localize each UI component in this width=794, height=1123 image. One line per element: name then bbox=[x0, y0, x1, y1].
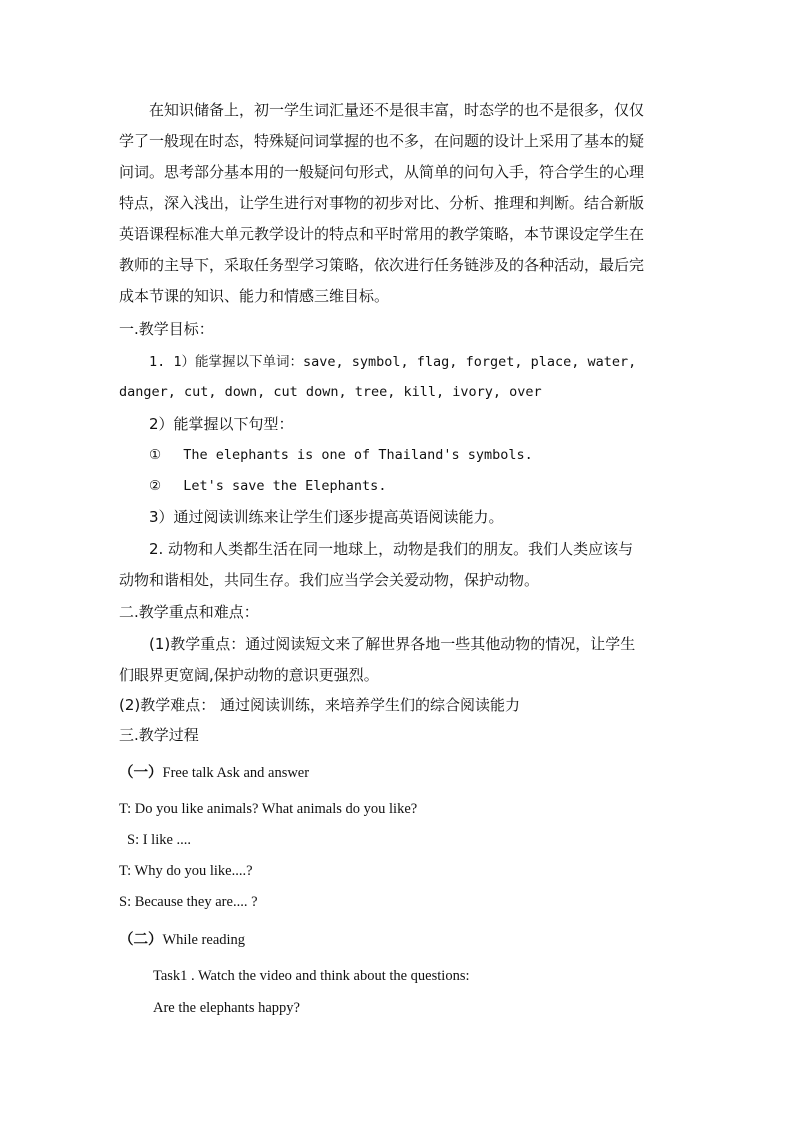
objective2-line-1: 2. 动物和人类都生活在同一地球上，动物是我们的朋友。我们人类应该与 bbox=[149, 540, 634, 558]
sentence-1-text: The elephants is one of Thailand's symbols. bbox=[183, 447, 533, 463]
intro-line-6: 教师的主导下，采取任务型学习策略，依次进行任务链涉及的各种活动，最后完 bbox=[119, 256, 645, 274]
intro-line-7: 成本节课的知识、能力和情感三维目标。 bbox=[119, 287, 390, 305]
section1-heading: 一.教学目标： bbox=[119, 320, 214, 338]
intro-line-5: 英语课程标准大单元教学设计的特点和平时常用的教学策略，本节课设定学生在 bbox=[119, 225, 645, 243]
focus-line-2: 们眼界更宽阔,保护动物的意识更强烈。 bbox=[119, 666, 379, 684]
difficulty-line: (2)教学难点： 通过阅读训练，来培养学生们的综合阅读能力 bbox=[119, 696, 521, 714]
objective2-line-2: 动物和谐相处，共同生存。我们应当学会关爱动物，保护动物。 bbox=[119, 571, 540, 589]
dialogue-line-4: S: Because they are.... ? bbox=[119, 894, 258, 910]
sentence-1-marker: ① bbox=[149, 447, 162, 463]
intro-line-4: 特点，深入浅出，让学生进行对事物的初步对比、分析、推理和判断。结合新版 bbox=[119, 194, 645, 212]
sentence-2-marker: ② bbox=[149, 478, 162, 494]
objective1-sub3: 3）通过阅读训练来让学生们逐步提高英语阅读能力。 bbox=[149, 508, 504, 526]
dialogue-line-1: T: Do you like animals? What animals do you like? bbox=[119, 801, 418, 817]
sentence-1 bbox=[149, 440, 675, 470]
part2-marker: （二） bbox=[119, 932, 163, 948]
part1-title: Free talk Ask and answer bbox=[162, 765, 310, 781]
objective1-sub2: 2）能掌握以下句型： bbox=[149, 415, 294, 433]
intro-line-3: 问词。思考部分基本用的一般疑问句形式，从简单的问句入手，符合学生的心理 bbox=[119, 163, 645, 181]
part1-heading bbox=[119, 758, 675, 788]
intro-line-1: 在知识储备上，初一学生词汇量还不是很丰富，时态学的也不是很多，仅仅 bbox=[149, 101, 645, 119]
sentence-2 bbox=[149, 471, 675, 501]
section2-heading: 二.教学重点和难点： bbox=[119, 603, 259, 621]
focus-line-1: (1)教学重点：通过阅读短文来了解世界各地一些其他动物的情况，让学生 bbox=[149, 635, 636, 653]
part2-title: While reading bbox=[162, 932, 246, 948]
sentence-2-text: Let's save the Elephants. bbox=[183, 478, 387, 494]
objective1-line-2: danger, cut, down, cut down, tree, kill, ivory, over bbox=[119, 384, 542, 400]
section3-heading: 三.教学过程 bbox=[119, 726, 199, 744]
part1-marker: （一） bbox=[119, 765, 163, 781]
task1-line: Task1 . Watch the video and think about the questions: bbox=[153, 968, 470, 984]
dialogue-line-2: S: I like .... bbox=[127, 832, 192, 848]
part2-heading bbox=[119, 925, 675, 955]
intro-line-2: 学了一般现在时态，特殊疑问词掌握的也不多，在问题的设计上采用了基本的疑 bbox=[119, 132, 645, 150]
dialogue-line-3: T: Why do you like....? bbox=[119, 863, 253, 879]
question-1: Are the elephants happy? bbox=[153, 1000, 300, 1016]
objective1-line-1: 1. 1）能掌握以下单词：save, symbol, flag, forget, place, water, bbox=[149, 354, 637, 370]
